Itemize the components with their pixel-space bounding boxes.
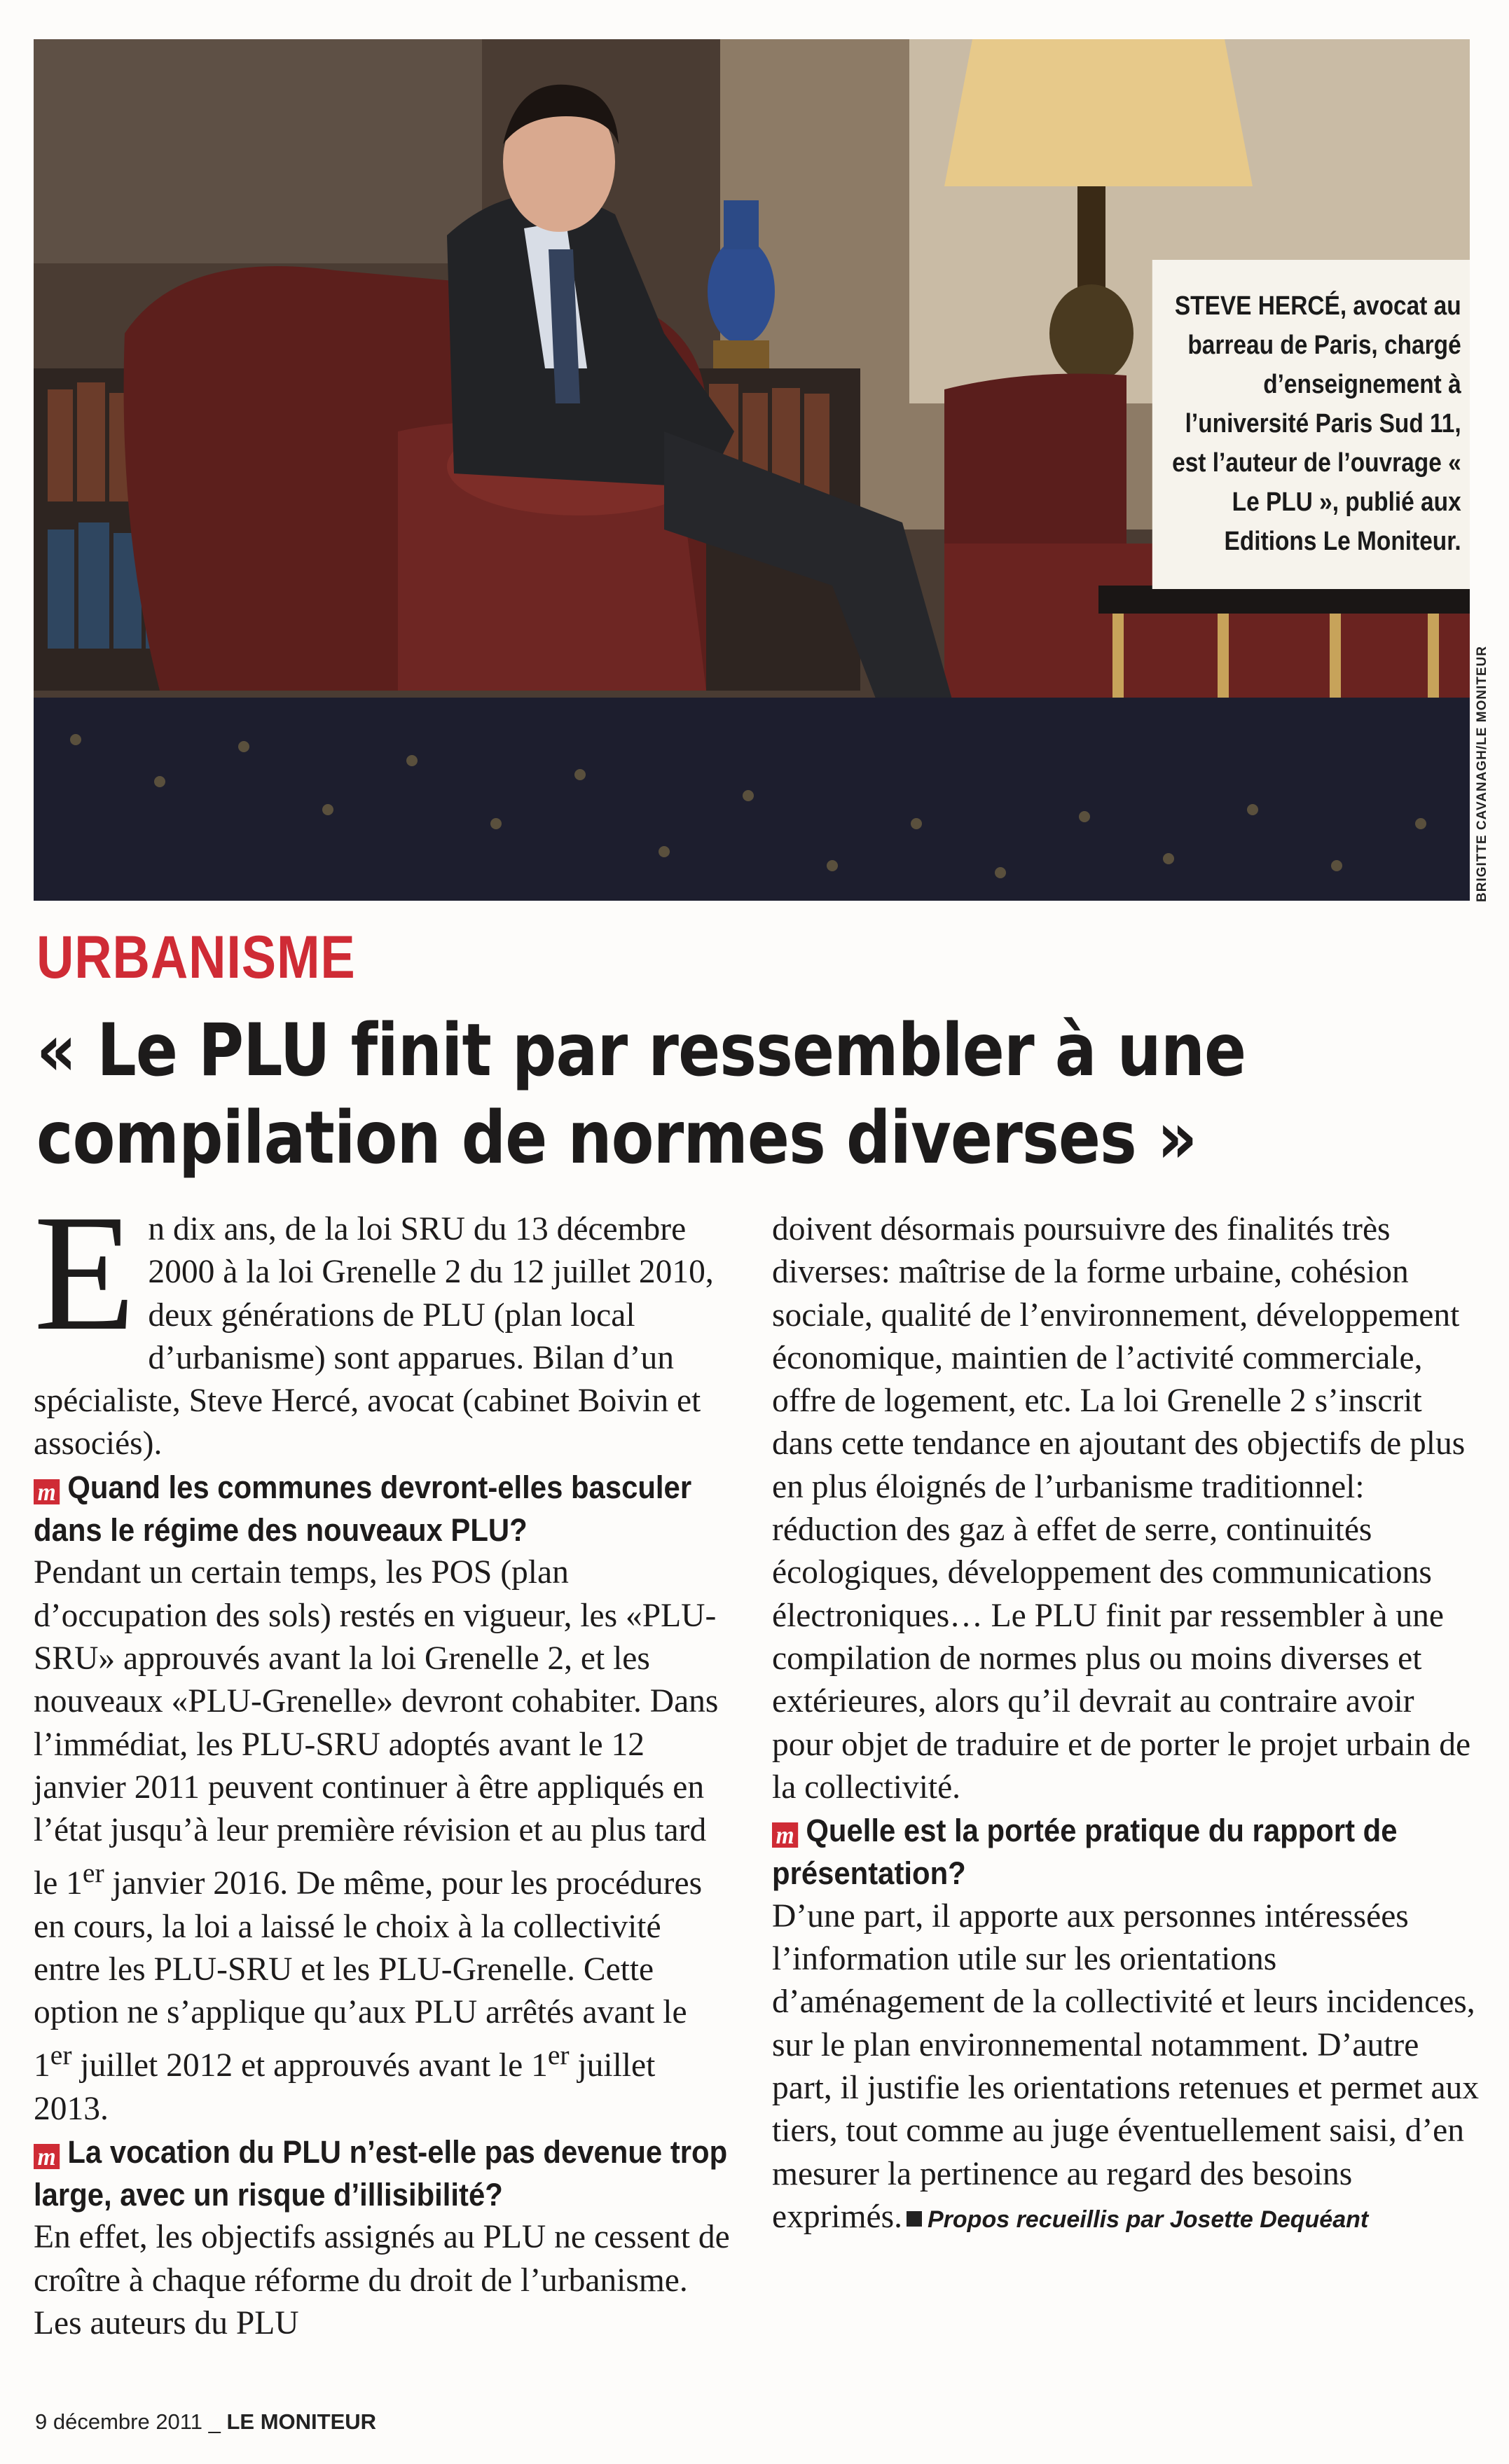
question-2	[34, 2131, 734, 2217]
superscript-er: er	[50, 2040, 72, 2071]
end-square-icon	[907, 2211, 922, 2227]
superscript-er: er	[547, 2040, 570, 2071]
answer-1-part-1: Pendant un certain temps, les POS (plan d’occupation des sols) restés en vigueur, les «PLU-SRU» approuvés avant la loi Grenelle 2, et les nouveaux «PLU-Grenelle» devront cohabiter. Dans l’immédiat, les PLU-SRU adoptés avant le 12 janvier 2011 peuvent continuer à être appliqués en l’état jusqu’à leur première révision et au plus tard le 1	[34, 1554, 719, 1902]
moniteur-question-icon: m	[772, 1822, 798, 1848]
footer-date: 9 décembre 2011	[35, 2409, 202, 2434]
answer-1-part-4: juillet 2013.	[34, 2047, 656, 2127]
answer-2-start: En effet, les objectifs assignés au PLU ne cessent de croître à chaque réforme du droit de l’urbanisme. Les auteurs du PLU	[34, 2219, 730, 2342]
photo-credit-text: BRIGITTE CAVANAGH/LE MONITEUR	[1475, 645, 1489, 902]
question-1	[34, 1466, 734, 1552]
column-left	[34, 1181, 733, 2345]
moniteur-question-icon: m	[34, 1479, 60, 1504]
footer-separator: _	[208, 2409, 221, 2434]
intro-paragraph	[34, 1181, 733, 1466]
question-3-text: Quelle est la portée pratique du rapport de présentation?	[772, 1813, 1398, 1892]
page-footer	[35, 2409, 376, 2435]
answer-1-part-3: juillet 2012 et approuvés avant le 1	[71, 2047, 548, 2084]
article-photo	[34, 39, 1470, 901]
article-headline: « Le PLU finit par ressembler à une compilation de normes diverses »	[36, 1009, 1246, 1180]
answer-3-text: D’une part, il apporte aux personnes intéressées l’information utile sur les orientations d’aménagement de la collectivité et leurs incidences, sur le plan environnemental notamment. D’autre part, il justifie les orientations retenues et permet aux tiers, tout comme au juge éventuellement saisi, d’en mesurer la pertinence au regard des besoins exprimés.	[772, 1897, 1480, 2235]
column-right	[772, 1208, 1480, 2241]
footer-publication: LE MONITEUR	[226, 2409, 377, 2434]
superscript-er: er	[82, 1857, 104, 1889]
photo-caption	[1152, 260, 1470, 589]
question-3	[772, 1809, 1479, 1895]
question-2-text: La vocation du PLU n’est-elle pas devenue trop large, avec un risque d’illisibilité?	[34, 2133, 728, 2213]
intro-text: n dix ans, de la loi SRU du 13 décembre 2000 à la loi Grenelle 2 du 12 juillet 2010, deux générations de PLU (plan local d’urbanisme) sont apparues. Bilan d’un spécialiste, Steve Hercé, avocat (cabinet Boivin et associés).	[34, 1211, 714, 1462]
answer-2-continued: doivent désormais poursuivre des finalités très diverses: maîtrise de la forme urbaine, cohésion sociale, qualité de l’environnement, développement économique, maintien de l’activité commerciale, offre de logement, etc. La loi Grenelle 2 s’inscrit dans cette tendance en ajoutant des objectifs de plus en plus éloignés de l’urbanisme traditionnel: réduction des gaz à effet de serre, continuités écologiques, développement des communications électroniques… Le PLU finit par ressembler à une compilation de normes plus ou moins diverses et extérieures, alors qu’il devrait au contraire avoir pour objet de traduire et de porter le projet urbain de la collectivité.	[772, 1211, 1471, 1806]
answer-1-part-2: janvier 2016. De même, pour les procédures en cours, la loi a laissé le choix à la collectivité entre les PLU-SRU et les PLU-Grenelle. Cette option ne s’applique qu’aux PLU arrêtés avant le 1	[34, 1865, 703, 2084]
dropcap: E	[34, 1181, 136, 1365]
answer-3	[772, 1895, 1480, 2241]
answer-1	[34, 1551, 733, 2131]
moniteur-question-icon: m	[34, 2144, 60, 2169]
photo-caption-text: STEVE HERCÉ, avocat au barreau de Paris, chargé d’enseignement à l’université Paris Sud 11, est l’auteur de l’ouvrage « Le PLU », publié aux Editions Le Moniteur.	[1172, 291, 1461, 556]
section-rubric: URBANISME	[36, 924, 356, 991]
question-1-text: Quand les communes devront-elles basculer dans le régime des nouveaux PLU?	[34, 1469, 692, 1549]
signature: Propos recueillis par Josette Dequéant	[928, 2206, 1369, 2233]
